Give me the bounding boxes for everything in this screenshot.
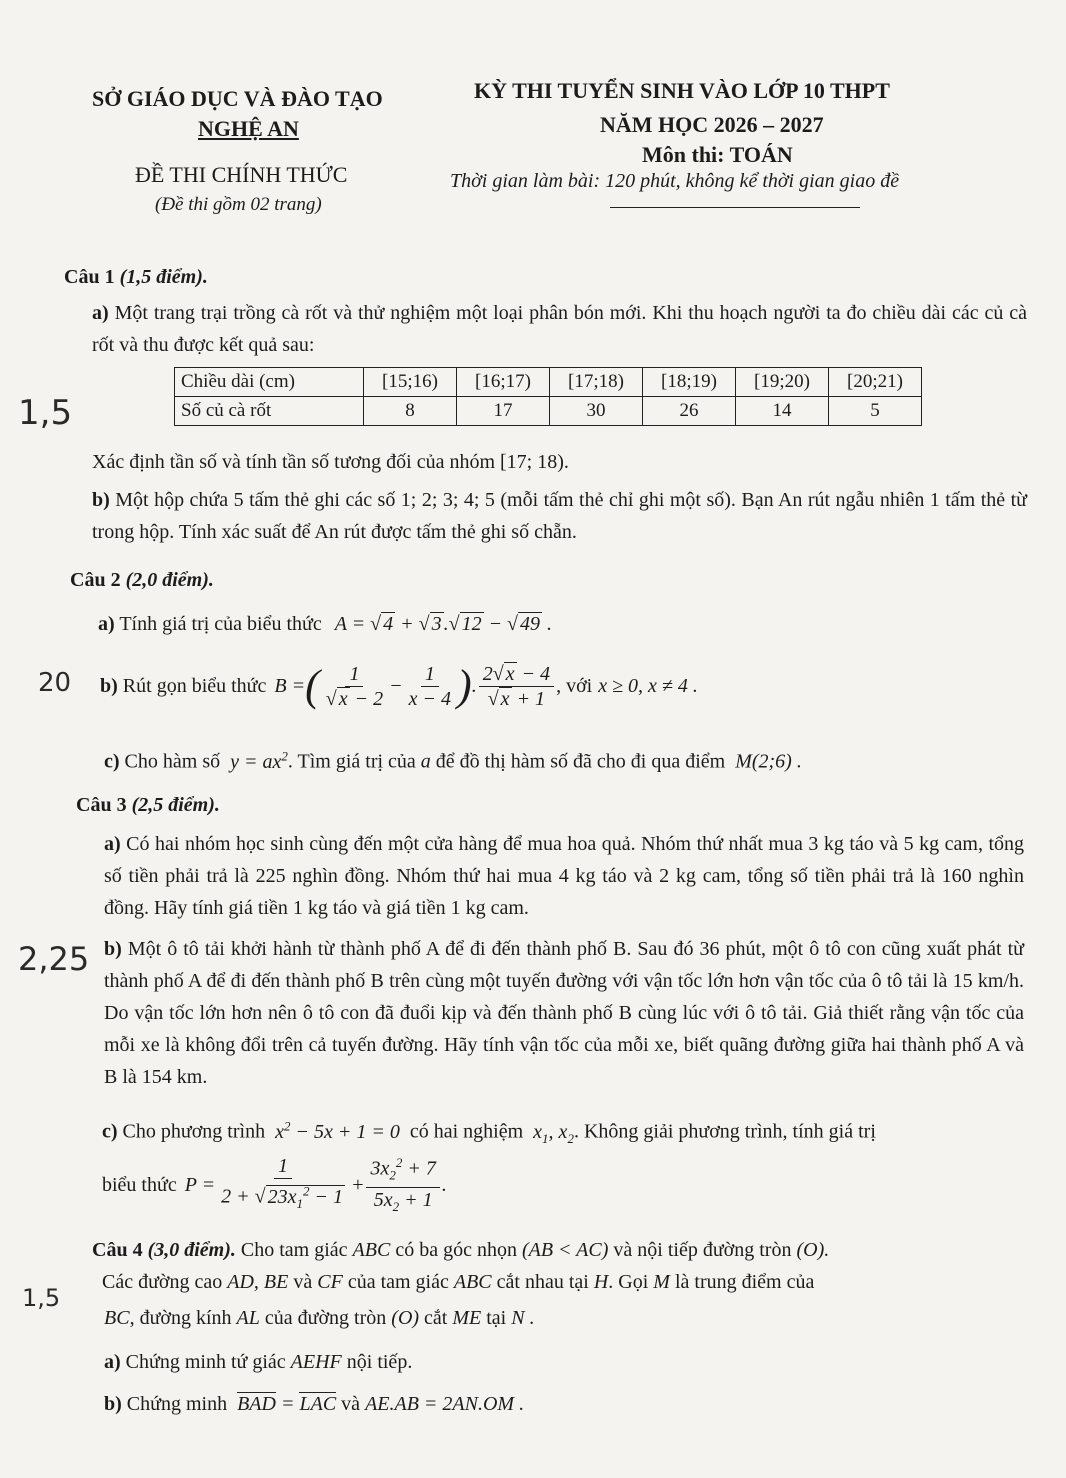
table-cell: [17;18) <box>550 368 643 397</box>
expression-b: B = ( $\frac{1}{√ x - 2}$ − $\frac{1}{x - 4}$ ) . $\frac{2√ x - 4}{√ x + 1}$ <box>274 662 556 711</box>
frequency-table <box>174 367 922 426</box>
q3-heading: Câu 3 (2,5 điểm). <box>76 794 220 816</box>
condition-x: x ≥ 0, x ≠ 4 . <box>598 675 698 697</box>
equation: $x^2 - 5x + 1 = 0$ <box>270 1118 405 1143</box>
q1a-text: a) Một trang trại trồng cà rốt và thử nghiệm một loại phân bón mới. Khi thu hoạch người ta đo chiều dài các củ cà rốt và thu được kết quả sau: <box>92 302 1028 356</box>
handwritten-score-q3: 2,25 <box>18 940 90 978</box>
q4-heading: Câu 4 (3,0 điểm). Cho tam giác ABC có ba góc nhọn (AB < AC) và nội tiếp đường tròn (O). <box>92 1239 830 1261</box>
table-cell: 17 <box>457 397 550 426</box>
table-cell: 14 <box>736 397 829 426</box>
table-cell: 26 <box>643 397 736 426</box>
table-cell: 5 <box>829 397 922 426</box>
q2-heading: Câu 2 (2,0 điểm). <box>70 569 214 591</box>
roots: $x_1$, $x_2$ <box>528 1120 574 1146</box>
subject: Môn thi: TOÁN <box>642 142 793 167</box>
q3b-text: b) Một ô tô tải khởi hành từ thành phố A để đi đến thành phố B. Sau đó 36 phút, một ô tô con cũng xuất phát từ thành phố A để đi đến thành phố B trên cùng một tuyến đường với vận tốc lớn hơn vận tốc của ô tô tải là 15 km/h. Do vận tốc lớn hơn nên ô tô con đã đuổi kịp và đến thành phố B cùng lúc với ô tô tải. Giả thiết rằng vận tốc của mỗi xe là không đổi trên cả tuyến đường. Hãy tính vận tốc của mỗi xe, biết quãng đường giữa hai thành phố A và B là 154 km. <box>104 938 1025 1088</box>
header-divider <box>610 207 860 208</box>
table-cell: [15;16) <box>364 368 457 397</box>
table-row <box>175 397 922 426</box>
page-count-note: (Đề thi gồm 02 trang) <box>155 194 322 215</box>
table-header-count: Số củ cà rốt <box>175 397 364 426</box>
handwritten-score-q2: 20 <box>38 668 72 698</box>
q1b-text: b) Một hộp chứa 5 tấm thẻ ghi các số 1; 2; 3; 4; 5 (mỗi tấm thẻ chỉ ghi một số). Bạn An rút ngẫu nhiên 1 tấm thẻ từ trong hộp. Tính xác suất để An rút được tấm thẻ ghi số chẵn. <box>92 489 1028 543</box>
q2c-text: c) Cho hàm số $y = ax^2$. Tìm giá trị của a để đồ thị hàm số đã cho đi qua điểm M(2;6) . <box>104 748 802 773</box>
q1a-ask: Xác định tần số và tính tần số tương đối của nhóm [17; 18). <box>92 451 569 473</box>
q4-text-line3: BC, đường kính AL của đường tròn (O) cắt ME tại N . <box>104 1307 535 1329</box>
table-cell: 8 <box>364 397 457 426</box>
table-cell: [18;19) <box>643 368 736 397</box>
q2a-text: a) Tính giá trị của biểu thức A = √ 4 + √ 3 .√ 12 − √ 49 . <box>98 613 553 635</box>
province-name: NGHỆ AN <box>198 116 299 141</box>
point-m: M(2;6) . <box>730 750 802 773</box>
q3c-expression-line: biểu thức P = $\frac{1}{2 + √ 23x_1^2 - 1}$ + $\frac{3x_2^2 + 7}{5x_2 + 1}$ . <box>102 1152 447 1218</box>
function-y: $y = ax^2$ <box>225 748 288 773</box>
exam-title: KỲ THI TUYỂN SINH VÀO LỚP 10 THPT <box>474 78 890 103</box>
expression-a: A = √ 4 + √ 3 .√ 12 − √ 49 . <box>334 613 553 635</box>
q2b-text: b) Rút gọn biểu thức B = ( $\frac{1}{√ x - 2}$ − $\frac{1}{x - 4}$ ) . $\frac{2√ x - 4}{√ x + 1}$ , với x ≥ 0, x ≠ 4 . <box>100 661 698 710</box>
time-allowed: Thời gian làm bài: 120 phút, không kể thời gian giao đề <box>450 170 900 192</box>
product-equality: AE.AB = 2AN.OM . <box>365 1393 525 1415</box>
table-header-length: Chiều dài (cm) <box>175 368 364 397</box>
q4a-text: a) Chứng minh tứ giác AEHF nội tiếp. <box>104 1351 413 1373</box>
q4-text-line2: Các đường cao AD, BE và CF của tam giác ABC cắt nhau tại H. Gọi M là trung điểm của <box>102 1271 815 1293</box>
handwritten-score-q4: 1,5 <box>22 1284 61 1312</box>
table-cell: [16;17) <box>457 368 550 397</box>
official-exam-label: ĐỀ THI CHÍNH THỨC <box>135 162 348 187</box>
school-year: NĂM HỌC 2026 – 2027 <box>600 112 824 137</box>
handwritten-score-q1: 1,5 <box>18 393 73 433</box>
q1-heading: Câu 1 (1,5 điểm). <box>64 266 208 288</box>
q3c-text: c) Cho phương trình $x^2 - 5x + 1 = 0$ có hai nghiệm $x_1$, $x_2$. Không giải phương trình, tính giá trị <box>102 1118 876 1146</box>
angle-equality: BAD = LAC <box>237 1393 337 1415</box>
q4b-text: b) Chứng minh BAD = LAC và AE.AB = 2AN.OM . <box>104 1393 525 1415</box>
department-name: SỞ GIÁO DỤC VÀ ĐÀO TẠO <box>92 86 383 111</box>
table-row <box>175 368 922 397</box>
q3a-text: a) Có hai nhóm học sinh cùng đến một cửa hàng để mua hoa quả. Nhóm thứ nhất mua 3 kg táo và 5 kg cam, tổng số tiền phải trả là 225 nghìn đồng. Nhóm thứ hai mua 4 kg táo và 2 kg cam, tổng số tiền phải trả là 160 nghìn đồng. Hãy tính giá tiền 1 kg táo và giá tiền 1 kg cam. <box>104 833 1025 919</box>
expression-p: P = $\frac{1}{2 + √ 23x_1^2 - 1}$ + $\frac{3x_2^2 + 7}{5x_2 + 1}$ . <box>185 1151 447 1220</box>
table-cell: [19;20) <box>736 368 829 397</box>
table-cell: 30 <box>550 397 643 426</box>
table-cell: [20;21) <box>829 368 922 397</box>
